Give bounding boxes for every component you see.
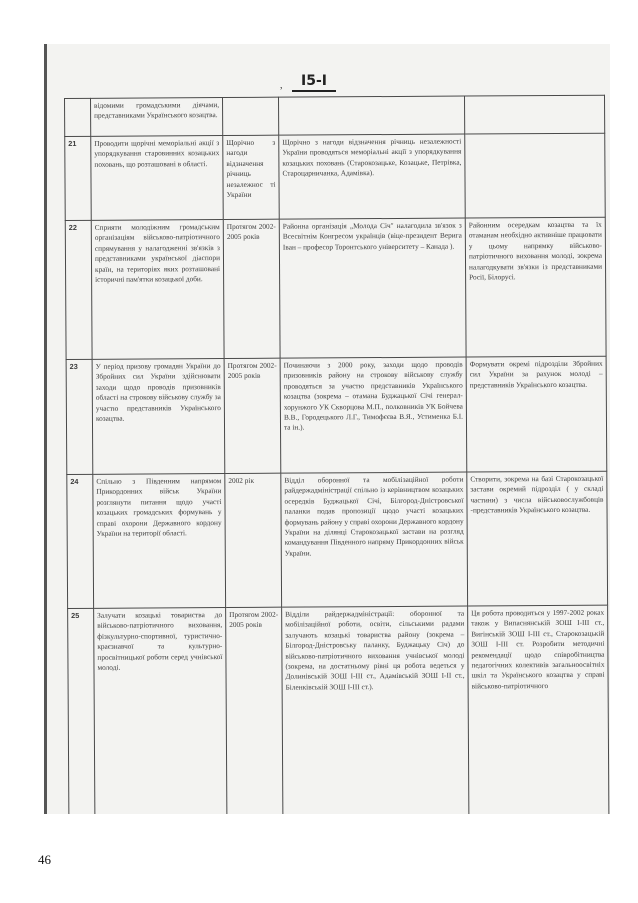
row-number: 21 [65,136,92,220]
cell-done [278,96,464,135]
table-row-continuation [65,95,605,136]
cell-done: Починаючи з 2000 року, заходи щодо проводів призовників району на строкову військову службу проводяться за участю представників Українського козацтва (зокрема – отамана Буджацької Січі генерал-хорунжого УК Скворцова М.П., полковників УК Бойчева В.В., Городецького Л.Г., Тимофєєва В.Я., Устименка Б.І. та ін.). [280,357,467,473]
cell-term: 2002 рік [225,473,282,607]
cell-done: Районна організація „Молода Січ" налагодила зв'язок з Всесвітнім Конгресом українців (віце-президент Верига Іван – професор Торонтського університету – Канада ). [279,218,466,358]
cell-proposal [465,133,606,218]
pen-mark: , [280,80,283,91]
cell-task: У період призову громадян України до Збройних сил України здійснювати заходи щодо проводів призовників області на строкову військову службу за участю представників Українського козацтва. [92,359,225,475]
cell-term: Протягом 2002-2005 років [223,219,280,358]
cell-done: Відділи райдержадміністрації: оборонної та мобілізаційної роботи, освіти, сільськими радами залучають козацькі товариства району (зокрема – Білгород-Дністровську паланку, Буджацьку Січ) до військово-патріотичного виховання учнівської молоді (зокрема, на достатньому рівні ця робота ведеться у Долинівській ЗОШ І-ІІІ ст., Адамівській ЗОШ І-ІІ ст., Біленківській ЗОШ І-ІІІ ст.). [282,606,469,814]
cell-proposal: Районним осередкам козацтва та їх отаманам необхідно активніше працювати у цьому напрямку військово-патріотичного виховання молоді, зокрема налагодкувати зв'язки із представниками Росії, Білорусі. [465,217,606,357]
scanned-page [44,44,610,814]
cell-term [223,97,279,135]
table-row [67,471,608,608]
cell-task: відомими громадськими діячами, представниками Українського козацтва. [91,98,223,137]
row-number: 22 [65,220,92,359]
table-row [66,356,607,474]
cell-term: Протягом 2002-2005 років [224,358,281,473]
cell-done: Відділ оборонної та мобілізаційної роботи райдержадміністрації спільно із керівництвом козацьких осередків Буджацької Січі, Білгород-Дністровської паланки подав пропозиції щодо участі козацьких формувань району у справі охорони Державного кордону України на ділянці Старокозацької застави на розгляд командування Південного напряму Прикордонних військ України. [281,472,468,607]
cell-task: Залучати козацькі товариства до військово-патріотичного виховання, фізкультурно-спортивної, туристично-краєзнавчої та культурно-просвітницької роботи серед учнівської молоді. [94,608,227,814]
cell-done: Щорічно з нагоди відзначення річниць незалежності України проводяться меморіальні акції з упорядкування козацьких поховань (Старокозацьке, Козацьке, Петрівка, Староцарничанка, Адамівка). [279,134,466,219]
table-row [68,605,609,814]
row-number: 24 [67,474,94,608]
cell-task: Сприяти молодіжним громадським організаціям військово-патріотичного спрямування у налагодженні зв'язків з представниками української діаспори країн, на територіях яких розташовані історичні пам'ятки козацької доби. [91,220,224,360]
cell-term: Щорічно з нагоди відзначення річниць незалежнос ті України [223,135,280,219]
page-number: 46 [38,852,51,867]
cell-proposal: Формувати окремі підрозділи Збройних сил України за рахунок молоді – представників Українського козацтва. [466,356,607,472]
cell-num [65,98,91,136]
row-number: 23 [66,359,93,474]
table-row [65,217,606,359]
page-stamp: I5-I [292,72,336,92]
cell-task: Спільно з Південним напрямом Прикордонних військ України розглянути питання щодо участі козацьких громадських формувань у справі охорони Державного кордону України на території області. [93,474,226,609]
cell-task: Проводити щорічні меморіальні акції з упорядкування старовинних козацьких поховань, що розташовані в області. [91,136,224,221]
row-number: 25 [68,608,95,814]
cell-proposal: Ця робота проводиться у 1997-2002 роках також у Випаснянській ЗОШ І-ІІІ ст., Вигінській ЗОШ І-ІІІ ст., Старокозацькій ЗОШ І-ІІІ ст. Розробити методичні рекомендації щодо співробітництва педагогічних колективів загальноосвітніх шкіл та Українського козацтва у справі військово-патріотичного [468,605,609,814]
table-row [65,133,606,220]
scan-edge-shadow [44,44,47,814]
measures-table [64,95,609,814]
cell-term: Протягом 2002-2005 років [226,607,283,814]
cell-proposal: Створити, зокрема на базі Старокозацької застави окремий підрозділ ( у складі частини) з числа військовослужбовців -представників Українського козацтва. [467,471,608,606]
cell-proposal [464,95,604,134]
